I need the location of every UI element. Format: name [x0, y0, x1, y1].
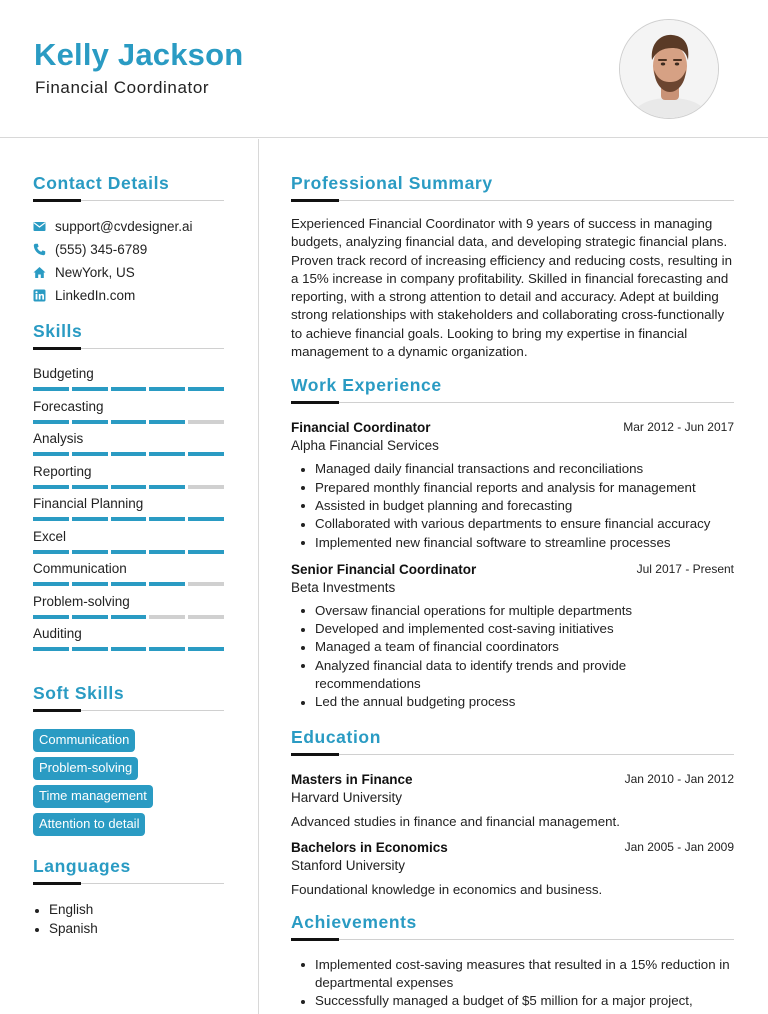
school-name: Stanford University: [291, 857, 406, 873]
skill-level-segment: [188, 582, 224, 586]
achievements-list: [291, 956, 734, 1011]
job-title: Senior Financial Coordinator: [291, 561, 477, 577]
skill-level-segment: [149, 582, 185, 586]
skill-level-segment: [188, 420, 224, 424]
section-rule: [291, 939, 734, 940]
skill-level-segment: [188, 647, 224, 651]
skill-level-segment: [149, 647, 185, 651]
contact-heading: Contact Details: [33, 173, 170, 193]
profile-photo: [619, 19, 719, 119]
skill-level-segment: [188, 517, 224, 521]
education-entry: [291, 840, 734, 897]
achievements-heading: Achievements: [291, 911, 417, 932]
skill-level-segment: [33, 420, 69, 424]
skill-level-segment: [72, 550, 108, 554]
skill-level-segment: [33, 647, 69, 651]
achievements-section: [291, 912, 734, 1011]
skill-name: Forecasting: [33, 398, 104, 414]
skill-level-segment: [33, 615, 69, 619]
skill-level-segment: [111, 420, 147, 424]
skill-level-segment: [149, 550, 185, 554]
achievement-item: Implemented cost-saving measures that resulted in a 15% reduction in departmental expenses: [291, 956, 734, 993]
education-dates: Jan 2010 - Jan 2012: [624, 771, 734, 786]
skill-level-segment: [72, 517, 108, 521]
experience-heading: Work Experience: [291, 375, 442, 396]
job-dates: Mar 2012 - Jun 2017: [623, 420, 734, 435]
skill-level-segment: [188, 387, 224, 391]
phone-icon: [33, 243, 46, 256]
language-item: Spanish: [33, 921, 224, 940]
skill-level-segment: [149, 615, 185, 619]
contact-linkedin[interactable]: [33, 284, 224, 307]
section-rule: [291, 402, 734, 403]
skill-level-segment: [72, 485, 108, 489]
degree-title: Masters in Finance: [291, 771, 413, 787]
skill-level-segment: [111, 387, 147, 391]
skill-level-segment: [72, 420, 108, 424]
job-bullet: Prepared monthly financial reports and analysis for management: [291, 479, 734, 497]
skill-row: [33, 431, 224, 464]
skill-level-segment: [111, 485, 147, 489]
skill-row: [33, 626, 224, 659]
skill-level-segment: [33, 485, 69, 489]
contact-location: [33, 261, 224, 284]
section-rule: [33, 200, 224, 201]
skill-row: [33, 399, 224, 432]
envelope-icon: [33, 220, 46, 233]
job-bullet: Led the annual budgeting process: [291, 693, 734, 711]
languages-section: [33, 856, 224, 940]
job-company: Alpha Financial Services: [291, 438, 439, 454]
job-bullet: Implemented new financial software to streamline processes: [291, 534, 734, 552]
skill-level-segment: [111, 550, 147, 554]
job-bullets: [291, 460, 734, 551]
contact-phone-text: (555) 345-6789: [55, 242, 148, 257]
linkedin-icon: [33, 289, 46, 302]
achievement-item: Successfully managed a budget of $5 million for a major project,: [291, 992, 734, 1010]
job-bullet: Managed a team of financial coordinators: [291, 638, 734, 656]
skill-level-bar: [33, 517, 224, 521]
degree-title: Bachelors in Economics: [291, 839, 448, 855]
soft-skill-tag: Problem-solving: [33, 757, 138, 780]
right-column: [291, 139, 734, 1011]
skill-level-bar: [33, 550, 224, 554]
skill-row: [33, 594, 224, 627]
skill-level-segment: [149, 387, 185, 391]
skill-level-bar: [33, 582, 224, 586]
skill-level-bar: [33, 387, 224, 391]
job-bullet: Managed daily financial transactions and reconciliations: [291, 460, 734, 478]
skill-level-segment: [149, 517, 185, 521]
skill-name: Auditing: [33, 626, 82, 641]
section-rule: [33, 348, 224, 349]
summary-heading: Professional Summary: [291, 173, 493, 193]
job-bullet: Collaborated with various departments to ensure financial accuracy: [291, 515, 734, 533]
education-entry: [291, 772, 734, 829]
column-divider: [258, 139, 259, 1014]
skill-level-segment: [33, 550, 69, 554]
skill-name: Communication: [33, 561, 127, 576]
skill-level-bar: [33, 452, 224, 456]
left-column: [33, 139, 224, 940]
skill-level-segment: [149, 485, 185, 489]
skill-level-segment: [149, 452, 185, 456]
contact-location-text: NewYork, US: [55, 265, 135, 280]
skill-level-bar: [33, 420, 224, 424]
contact-list: [33, 215, 224, 307]
job-bullet: Oversaw financial operations for multiple departments: [291, 602, 734, 620]
skill-row: [33, 464, 224, 497]
education-section: [291, 727, 734, 897]
skills-section: [33, 321, 224, 659]
education-heading: Education: [291, 726, 381, 747]
skill-level-segment: [188, 452, 224, 456]
skill-level-bar: [33, 647, 224, 651]
skill-level-segment: [72, 647, 108, 651]
job-entry: [291, 562, 734, 712]
contact-section: [33, 173, 224, 307]
skill-row: [33, 496, 224, 529]
languages-list: [33, 902, 224, 940]
skill-level-segment: [111, 517, 147, 521]
job-dates: Jul 2017 - Present: [636, 561, 734, 576]
job-title: Financial Coordinator: [291, 420, 431, 436]
skill-level-bar: [33, 485, 224, 489]
contact-email-text: support@cvdesigner.ai: [55, 219, 193, 234]
profile-photo-illustration: [620, 20, 719, 119]
skill-level-segment: [72, 582, 108, 586]
skill-level-segment: [72, 387, 108, 391]
job-bullet: Developed and implemented cost-saving initiatives: [291, 620, 734, 638]
candidate-title: Financial Coordinator: [35, 78, 210, 97]
section-rule: [33, 710, 224, 711]
skill-level-segment: [188, 485, 224, 489]
skills-heading: Skills: [33, 321, 83, 341]
job-bullets: [291, 602, 734, 712]
contact-email[interactable]: [33, 215, 224, 238]
language-item: English: [33, 902, 224, 921]
skill-level-segment: [188, 615, 224, 619]
contact-linkedin-text: LinkedIn.com: [55, 288, 136, 303]
skill-row: [33, 366, 224, 399]
soft-skill-tag: Time management: [33, 785, 153, 808]
skill-name: Reporting: [33, 463, 92, 479]
skill-name: Budgeting: [33, 366, 94, 381]
education-dates: Jan 2005 - Jan 2009: [624, 839, 734, 854]
skill-level-segment: [111, 582, 147, 586]
skill-level-bar: [33, 615, 224, 619]
skill-name: Analysis: [33, 431, 84, 446]
resume-header: [0, 0, 768, 138]
skill-level-segment: [33, 387, 69, 391]
job-entry: [291, 420, 734, 551]
summary-text: Experienced Financial Coordinator with 9 years of success in managing budgets, analyzing financial data, and developing strategic financial plans. Proven track record of increasing efficiency and reducing costs, resulting in a 15% increase in company profitability. Skilled in financial forecasting and reporting, with a strong attention to detail and accuracy. Adept at building strong relationships with stakeholders and collaborating cross-functionally to achieve financial goals. Looking to bring my expertise in financial management to a dynamic organization.: [291, 216, 732, 360]
skills-list: [33, 366, 224, 659]
candidate-name: Kelly Jackson: [34, 37, 244, 72]
home-icon: [33, 266, 46, 279]
summary-section: [291, 173, 734, 361]
section-rule: [33, 883, 224, 884]
languages-heading: Languages: [33, 855, 131, 876]
section-rule: [291, 754, 734, 755]
contact-phone[interactable]: [33, 238, 224, 261]
skill-level-segment: [188, 550, 224, 554]
skill-level-segment: [33, 582, 69, 586]
skill-level-segment: [72, 615, 108, 619]
skill-row: [33, 529, 224, 562]
skill-name: Excel: [33, 528, 67, 544]
skill-level-segment: [111, 615, 147, 619]
soft-skills-tags: [33, 729, 224, 841]
skill-name: Financial Planning: [33, 496, 144, 511]
section-rule: [291, 200, 734, 201]
job-company: Beta Investments: [291, 579, 396, 595]
education-description: Advanced studies in finance and financial management.: [291, 813, 620, 829]
school-name: Harvard University: [291, 789, 403, 805]
job-bullet: Assisted in budget planning and forecasting: [291, 497, 734, 515]
experience-section: [291, 375, 734, 711]
soft-skills-section: [33, 683, 224, 841]
skill-name: Problem-solving: [33, 593, 130, 609]
soft-skills-heading: Soft Skills: [33, 682, 125, 703]
soft-skill-tag: Communication: [33, 729, 135, 752]
skill-level-segment: [33, 517, 69, 521]
skill-level-segment: [33, 452, 69, 456]
skill-level-segment: [149, 420, 185, 424]
education-description: Foundational knowledge in economics and business.: [291, 881, 603, 897]
skill-level-segment: [72, 452, 108, 456]
skill-level-segment: [111, 452, 147, 456]
skill-row: [33, 561, 224, 594]
soft-skill-tag: Attention to detail: [33, 813, 145, 836]
job-bullet: Analyzed financial data to identify trends and provide recommendations: [291, 657, 734, 694]
skill-level-segment: [111, 647, 147, 651]
